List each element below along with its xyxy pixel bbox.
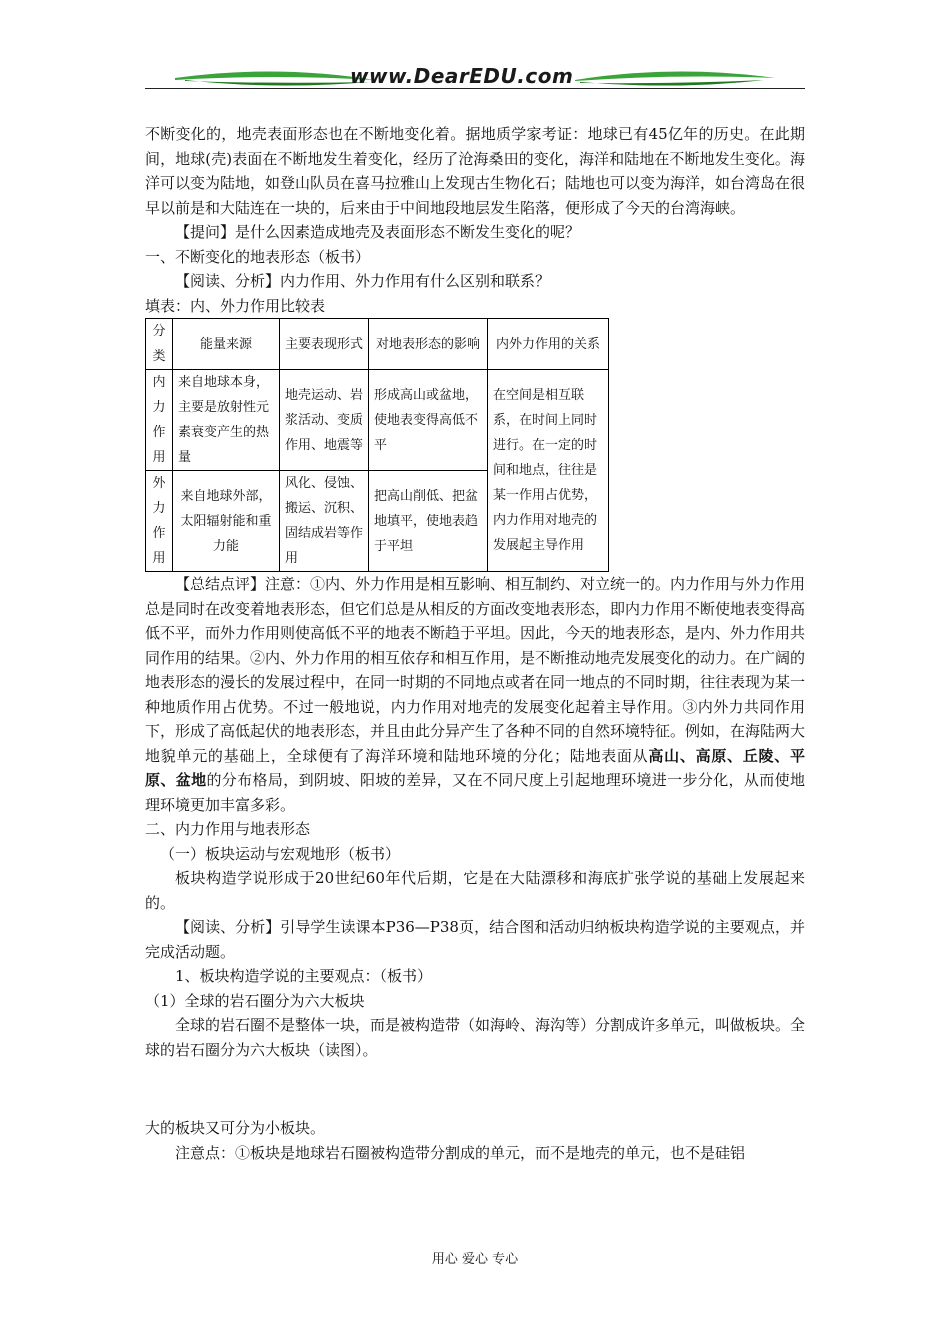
- landform-terms: 高山、高原、丘陵、平原、盆地: [145, 746, 805, 789]
- subsection-heading: （一）板块运动与宏观地形（板书）: [160, 844, 401, 863]
- table-cell: 风化、侵蚀、搬运、沉积、固结成岩等作用: [280, 471, 369, 572]
- leaf-right-icon: [575, 68, 775, 90]
- table-title: 填表：内、外力作用比较表: [145, 296, 326, 315]
- header-rule: [145, 88, 805, 89]
- plate-theory-paragraph: 板块构造学说形成于20世纪60年代后期，它是在大陆漂移和海底扩张学说的基础上发展起来的。: [145, 869, 805, 912]
- table-header-cell: 分类: [146, 319, 173, 370]
- page-footer: 用心 爱心 专心: [431, 1252, 519, 1267]
- table-cell: 来自地球外部，太阳辐射能和重力能: [173, 471, 280, 572]
- figure-gap: [145, 1062, 805, 1116]
- table-header-row: [146, 319, 609, 370]
- comparison-table: [145, 318, 609, 572]
- table-cell: 地壳运动、岩浆活动、变质作用、地震等: [280, 370, 369, 471]
- section-heading-2: 二、内力作用与地表形态: [145, 820, 311, 838]
- table-row: [146, 370, 609, 471]
- site-logo[interactable]: www.DearEDU.com: [350, 64, 574, 88]
- table-header-cell: 能量来源: [173, 319, 280, 370]
- intro-paragraph: 不断变化的，地壳表面形态也在不断地变化着。据地质学家考证：地球已有45亿年的历史。在此期间，地球(壳)表面在不断地发生着变化，经历了沧海桑田的变化，海洋和陆地在不断地发生变化。海洋可以变为陆地，如登山队员在喜马拉雅山上发现古生物化石；陆地也可以变为海洋，如台湾岛在很早以前是和大陆连在一块的，后来由于中间地段地层发生陷落，便形成了今天的台湾海峡。: [145, 125, 806, 217]
- six-plates-paragraph: 全球的岩石圈不是整体一块，而是被构造带（如海岭、海沟等）分割成许多单元，叫做板块。全球的岩石圈分为六大板块（读图）。: [145, 1016, 806, 1059]
- table-header-cell: 对地表形态的影响: [369, 319, 488, 370]
- section-heading-1: 一、不断变化的地表形态（板书）: [145, 247, 371, 266]
- read-analyze-paragraph: 【阅读、分析】内力作用、外力作用有什么区别和联系？: [175, 272, 551, 290]
- table-cell: 内力作用: [146, 370, 173, 471]
- table-cell: 来自地球本身，主要是放射性元素衰变产生的热量: [173, 370, 280, 471]
- table-cell: 形成高山或盆地，使地表变得高低不平: [369, 370, 488, 471]
- relation-cell: 在空间是相互联系，在时间上同时进行。在一定的时间和地点，往往是某一作用占优势，内力作用对地壳的发展起主导作用: [488, 370, 609, 572]
- summary-paragraph: [145, 572, 805, 817]
- summary-text-end: 的分布格局，到阴坡、阳坡的差异，又在不同尺度上引起地理环境进一步分化，从而使地理环境更加丰富多彩。: [145, 771, 805, 814]
- page-header: [145, 62, 805, 92]
- note-paragraph: 注意点：①板块是地球岩石圈被构造带分割成的单元，而不是地壳的单元，也不是硅铝: [175, 1143, 746, 1162]
- summary-text: 【总结点评】注意：①内、外力作用是相互影响、相互制约、对立统一的。内力作用与外力作用总是同时在改变着地表形态，但它们总是从相反的方面改变地表形态，即内力作用不断使地表变得高低不平，而外力作用则使高低不平的地表不断趋于平坦。因此，今天的地表形态，是内、外力作用共同作用的结果。②内、外力作用的相互依存和相互作用，是不断推动地壳发展变化的动力。在广阔的地表形态的漫长的发展过程中，在同一时期的不同地点或者在同一地点的不同时期，往往表现为某一种地质作用占优势。不过一般地说，内力作用对地壳的发展变化起着主导作用。③内外力共同作用下，形成了高低起伏的地表形态，并且由此分异产生了各种不同的自然环境特征。例如，在海陆两大地貌单元的基础上，全球便有了海洋环境和陆地环境的分化；陆地表面从: [145, 575, 806, 765]
- table-header-cell: 内外力作用的关系: [488, 319, 609, 370]
- document-body: [145, 122, 805, 1165]
- question-paragraph: 【提问】是什么因素造成地壳及表面形态不断发生变化的呢？: [175, 223, 581, 241]
- small-plates-paragraph: 大的板块又可分为小板块。: [145, 1119, 326, 1137]
- read-analyze-paragraph-2: 【阅读、分析】引导学生读课本P36—P38页，结合图和活动归纳板块构造学说的主要观点，并完成活动题。: [145, 918, 805, 961]
- table-header-cell: 主要表现形式: [280, 319, 369, 370]
- table-cell: 外力作用: [146, 471, 173, 572]
- table-cell: 把高山削低、把盆地填平，使地表趋于平坦: [369, 471, 488, 572]
- leaf-left-icon: [175, 68, 375, 90]
- point-1-heading: （1）全球的岩石圈分为六大板块: [145, 991, 365, 1010]
- points-heading: 1、板块构造学说的主要观点：（板书）: [175, 967, 433, 985]
